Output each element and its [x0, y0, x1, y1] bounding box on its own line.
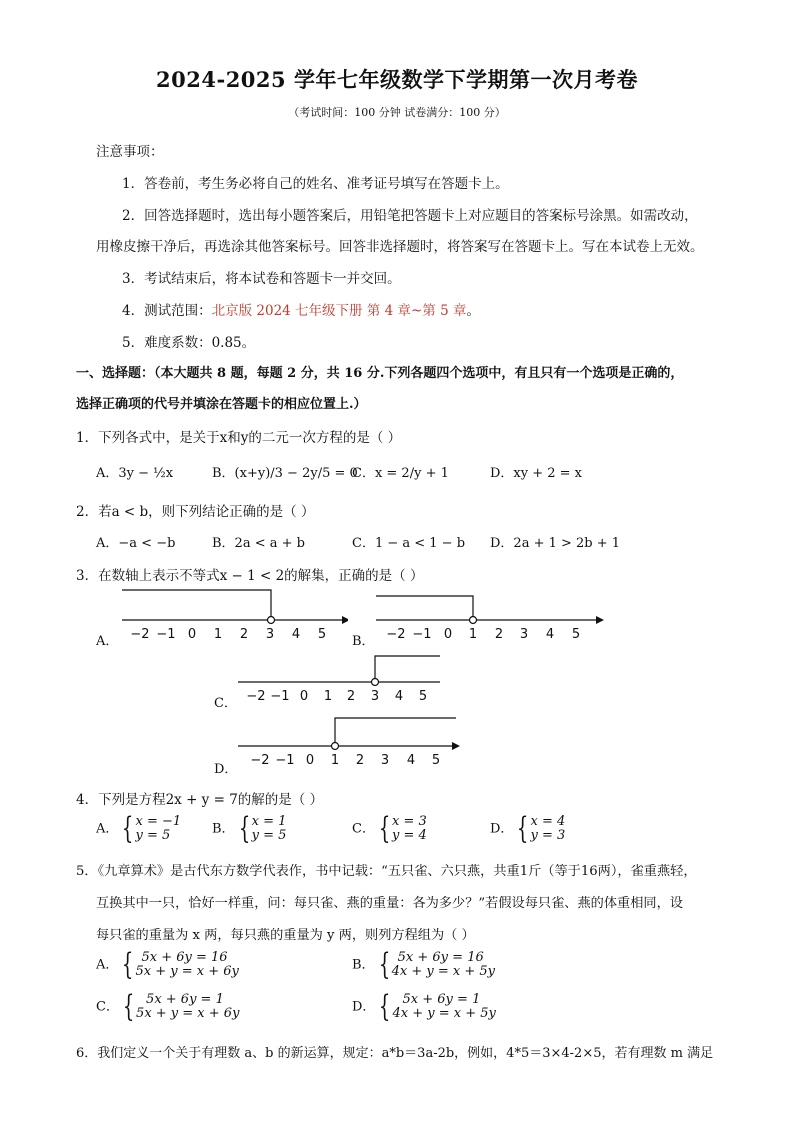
q1-option-d: D．xy + 2 = x [490, 466, 583, 481]
tick-label: 3 [380, 753, 390, 768]
tick-label: 3 [519, 627, 529, 642]
tick-label: 1 [323, 689, 333, 704]
q5-option-a [96, 947, 239, 982]
brace: { [122, 989, 135, 1024]
tick-label: −2 [386, 627, 406, 642]
q2-option-b: B．2a < a + b [212, 536, 305, 551]
q4-option-d [490, 811, 566, 846]
q4-option-c [352, 811, 427, 846]
q5-option-c [96, 989, 240, 1024]
q6-line-1: 6．我们定义一个关于有理数 a、b 的新运算，规定：a*b＝3a-2b，例如，4*5＝3×4-2×5，若有理数 m 满足 [76, 1046, 714, 1061]
equation-system [393, 993, 496, 1021]
test-scope: 北京版 2024 七年级下册 第 4 章~第 5 章 [211, 303, 467, 319]
equation: x = −1 [135, 814, 182, 829]
tick-label: −1 [270, 689, 290, 704]
arrow-head [452, 742, 460, 750]
tick-label: 4 [545, 627, 555, 642]
tick-label: 0 [299, 689, 309, 704]
q1-option-b: B．(x+y)/3 − 2y/5 = 0 [212, 466, 358, 481]
q3-label-c: C． [214, 696, 237, 711]
equation: x = 1 [251, 814, 287, 829]
tick-label: 5 [571, 627, 581, 642]
exam-info: （考试时间：100 分钟 试卷满分：100 分） [288, 106, 506, 119]
option-label: B． [212, 821, 235, 837]
tick-label: 0 [443, 627, 453, 642]
open-point [268, 617, 275, 624]
section-heading-cont: 选择正确项的代号并填涂在答题卡的相应位置上.） [76, 397, 367, 412]
q4-option-b [212, 811, 287, 846]
note-item-4-label: 4．测试范围： [122, 303, 212, 319]
tick-label: 1 [468, 627, 478, 642]
q3-numberline-a [118, 586, 348, 646]
tick-label: 3 [265, 627, 275, 642]
equation: x = 4 [530, 814, 566, 829]
notes-heading: 注意事项： [96, 144, 164, 160]
tick-label: −2 [130, 627, 150, 642]
q3-label-d: D． [214, 762, 238, 777]
option-label: B． [352, 957, 375, 973]
q2-option-d: D．2a + 1 > 2b + 1 [490, 536, 621, 551]
q5-line-1: 5．《九章算术》是古代东方数学代表作，书中记载：“五只雀、六只燕，共重1斤（等于16两），雀重燕轻， [76, 864, 697, 879]
note-item-3: 3．考试结束后，将本试卷和答题卡一并交回。 [122, 271, 401, 287]
q5-line-2: 互换其中一只，恰好一样重，问：每只雀、燕的重量：各为多少？”若假设每只雀、燕的体重相同，设 [96, 896, 683, 911]
page-title: 2024-2025 学年七年级数学下学期第一次月考卷 [156, 67, 638, 92]
tick-label: 5 [418, 689, 428, 704]
q5-option-d [352, 989, 496, 1024]
note-item-5: 5．难度系数：0.85。 [122, 335, 256, 351]
equation: 5x + y = x + 6y [136, 1006, 240, 1021]
equation-system [392, 815, 427, 843]
q1-option-c: C．x = 2/y + 1 [352, 466, 449, 481]
solution-ray [335, 718, 456, 742]
tick-label: 2 [355, 753, 365, 768]
equation: x = 3 [392, 814, 427, 829]
note-item-2-cont: 用橡皮擦干净后，再选涂其他答案标号。回答非选择题时，将答案写在答题卡上。写在本试卷上无效。 [96, 239, 704, 255]
brace: { [379, 989, 391, 1024]
brace: { [122, 811, 134, 846]
note-item-4-end: 。 [466, 303, 480, 319]
option-label: D． [490, 821, 514, 837]
q2-stem: 2．若a < b，则下列结论正确的是（ ） [76, 504, 315, 520]
q3-numberline-c [234, 648, 446, 708]
equation: 5x + 6y = 1 [146, 992, 224, 1007]
brace: { [517, 811, 529, 846]
equation: 5x + y = x + 6y [135, 964, 239, 979]
equation: 4x + y = x + 5y [392, 1006, 496, 1021]
brace: { [122, 947, 134, 982]
tick-label: 1 [213, 627, 223, 642]
equation: y = 5 [135, 828, 171, 843]
solution-ray [376, 596, 473, 616]
q3-label-b: B． [352, 634, 375, 649]
option-label: D． [352, 999, 376, 1015]
note-item-4 [122, 299, 480, 319]
tick-label: 4 [291, 627, 301, 642]
tick-label: 3 [370, 689, 380, 704]
arrow-head [342, 616, 348, 624]
tick-label: 2 [494, 627, 504, 642]
tick-label: 0 [187, 627, 197, 642]
equation-system [136, 993, 239, 1021]
equation-system [252, 815, 287, 843]
tick-label: −2 [250, 753, 270, 768]
tick-label: −1 [156, 627, 176, 642]
q3-label-a: A． [96, 634, 119, 649]
option-label: A． [96, 957, 119, 973]
q4-stem: 4．下列是方程2x + y = 7的解的是（ ） [76, 792, 324, 808]
option-label: A． [96, 821, 119, 837]
option-label: C． [96, 999, 119, 1015]
tick-label: 2 [239, 627, 249, 642]
equation: y = 3 [530, 828, 566, 843]
equation: 4x + y = x + 5y [391, 964, 496, 979]
equation-system [135, 815, 181, 843]
tick-label: 4 [394, 689, 404, 704]
tick-label: −1 [275, 753, 295, 768]
note-item-1: 1．答卷前，考生务必将自己的姓名、准考证号填写在答题卡上。 [122, 176, 509, 192]
brace: { [238, 811, 250, 846]
arrow-head [596, 616, 604, 624]
brace: { [378, 947, 390, 982]
tick-label: 1 [330, 753, 340, 768]
q2-option-a: A．−a < −b [96, 536, 176, 551]
option-label: C． [352, 821, 375, 837]
tick-label: 4 [406, 753, 416, 768]
tick-label: 5 [431, 753, 441, 768]
equation: 5x + 6y = 1 [402, 992, 481, 1007]
equation-system [135, 951, 238, 979]
tick-label: −1 [412, 627, 432, 642]
q1-stem: 1．下列各式中，是关于x和y的二元一次方程的是（ ） [76, 430, 402, 446]
q3-numberline-d [234, 712, 466, 772]
q2-option-c: C．1 − a < 1 − b [352, 536, 466, 551]
tick-label: 2 [346, 689, 356, 704]
open-point [372, 679, 379, 686]
q1-option-a: A．3y − ½x [96, 466, 174, 481]
tick-label: −2 [246, 689, 266, 704]
q5-option-b [352, 947, 496, 982]
section-heading: 一、选择题：（本大题共 8 题，每题 2 分，共 16 分.下列各题四个选项中，有且只有一个选项是正确的， [76, 366, 684, 381]
brace: { [378, 811, 391, 846]
equation-system [531, 815, 566, 843]
open-point [332, 743, 339, 750]
solution-ray [375, 656, 440, 678]
q5-line-3: 每只雀的重量为 x 两，每只燕的重量为 y 两，则列方程组为（ ） [96, 928, 475, 943]
equation: 5x + 6y = 16 [397, 950, 484, 965]
tick-label: 0 [305, 753, 315, 768]
equation: y = 5 [251, 828, 287, 843]
equation: y = 4 [392, 828, 427, 843]
tick-label: 5 [317, 627, 327, 642]
q3-stem: 3．在数轴上表示不等式x − 1 < 2的解集，正确的是（ ） [76, 568, 424, 584]
equation-system [392, 951, 495, 979]
solution-ray [122, 590, 271, 616]
q4-option-a [96, 811, 182, 846]
note-item-2: 2．回答选择题时，选出每小题答案后，用铅笔把答题卡上对应题目的答案标号涂黑。如需改动， [122, 208, 698, 224]
open-point [470, 617, 477, 624]
q3-numberline-b [372, 586, 604, 646]
equation: 5x + 6y = 16 [141, 950, 228, 965]
